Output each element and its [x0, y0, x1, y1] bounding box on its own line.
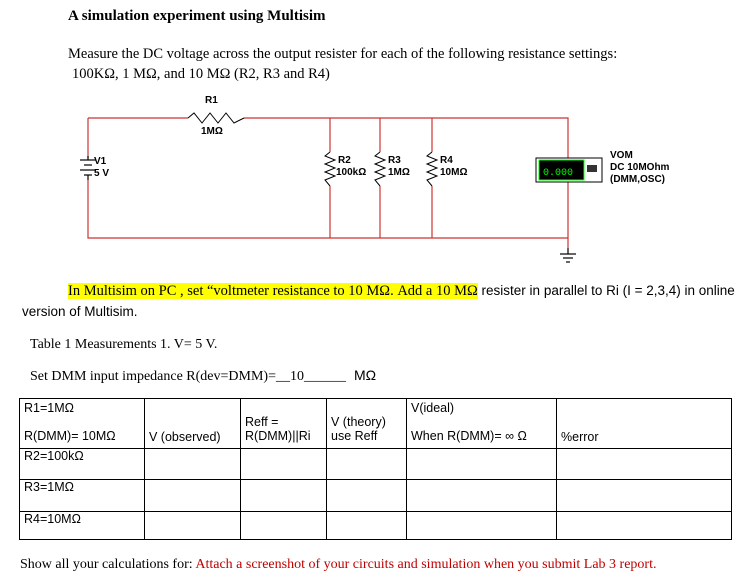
- header-observed: V (observed): [149, 430, 221, 444]
- cell-error-r3[interactable]: [557, 480, 732, 512]
- set-dmm-blank-pre: __: [275, 369, 290, 384]
- table-row: [20, 480, 732, 512]
- r3-value: 1MΩ: [388, 167, 410, 178]
- cell-ideal-r4[interactable]: [407, 512, 557, 540]
- r1-name: R1: [205, 95, 218, 106]
- cell-reff-r4[interactable]: [241, 512, 327, 540]
- r4-name: R4: [440, 155, 453, 166]
- page-title: A simulation experiment using Multisim: [68, 8, 326, 24]
- r1-resistor-icon: [188, 113, 244, 123]
- cell-error-r4[interactable]: [557, 512, 732, 540]
- cell-reff-r2[interactable]: [241, 449, 327, 480]
- row-label-r4: R4=10MΩ: [20, 512, 145, 540]
- set-dmm-value: 10: [289, 369, 304, 384]
- header-reff-cell: [241, 399, 327, 449]
- instruction-line-2: 100KΩ, 1 MΩ, and 10 MΩ (R2, R3 and R4): [72, 66, 330, 82]
- instruction-line-1: Measure the DC voltage across the output resister for each of the following resistance settings:: [68, 46, 618, 62]
- cell-theory-r3[interactable]: [327, 480, 407, 512]
- footer-note: [20, 557, 656, 573]
- cell-reff-r3[interactable]: [241, 480, 327, 512]
- meter-label-line2: DC 10MOhm: [610, 162, 670, 173]
- table-row: [20, 512, 732, 540]
- footer-prefix: Show all your calculations for:: [20, 557, 196, 572]
- header-reff-1: Reff =: [245, 415, 279, 429]
- set-dmm-line: [30, 367, 376, 385]
- header-observed-cell: [145, 399, 241, 449]
- note-text-2: resister in parallel to Ri (I = 2,3,4) in online: [477, 283, 735, 298]
- r2-resistor-icon: [325, 152, 335, 186]
- multisim-note: [68, 283, 735, 300]
- cell-observed-r3[interactable]: [145, 480, 241, 512]
- footer-highlight: Attach a screenshot of your circuits and simulation when you submit Lab 3 report.: [195, 557, 657, 572]
- header-ideal-1: V(ideal): [411, 401, 455, 415]
- measurement-table: [19, 398, 732, 540]
- r2-name: R2: [338, 155, 351, 166]
- header-ideal-cell: [407, 399, 557, 449]
- cell-theory-r4[interactable]: [327, 512, 407, 540]
- meter-dial-icon: [587, 165, 597, 172]
- circuit-schematic: [0, 0, 755, 280]
- cell-error-r2[interactable]: [557, 449, 732, 480]
- header-ideal-2: When R(DMM)= ∞ Ω: [411, 429, 527, 443]
- meter-label-line3: (DMM,OSC): [610, 174, 665, 185]
- note-line-2: version of Multisim.: [22, 304, 138, 319]
- v1-name: V1: [94, 156, 107, 167]
- meter-reading: 0.000: [543, 168, 574, 179]
- v1-value: 5 V: [94, 168, 110, 179]
- header-r1: R1=1MΩ: [24, 401, 74, 415]
- r2-value: 100kΩ: [336, 167, 367, 178]
- set-dmm-unit: MΩ: [353, 367, 377, 383]
- header-theory-cell: [327, 399, 407, 449]
- header-theory-2: use Reff: [331, 429, 378, 443]
- meter-label-line1: VOM: [610, 150, 633, 161]
- r4-value: 10MΩ: [440, 167, 468, 178]
- cell-ideal-r2[interactable]: [407, 449, 557, 480]
- table-caption: Table 1 Measurements 1. V= 5 V.: [30, 337, 218, 352]
- header-error-cell: [557, 399, 732, 449]
- set-dmm-prefix: Set DMM input impedance R(dev=DMM)=: [30, 369, 276, 384]
- header-left-cell: [20, 399, 145, 449]
- row-label-r2: R2=100kΩ: [20, 449, 145, 480]
- table-header-row: [20, 399, 732, 449]
- note-highlight-1: In Multisim on PC , set “voltmeter resistance to 10 MΩ. Add a 10 MΩ: [68, 283, 478, 299]
- cell-ideal-r3[interactable]: [407, 480, 557, 512]
- cell-theory-r2[interactable]: [327, 449, 407, 480]
- r4-resistor-icon: [427, 152, 437, 186]
- ground-icon: [560, 248, 576, 262]
- set-dmm-blank-post: ______: [303, 369, 346, 384]
- header-error: %error: [561, 430, 599, 444]
- table-row: [20, 449, 732, 480]
- row-label-r3: R3=1MΩ: [20, 480, 145, 512]
- r3-name: R3: [388, 155, 401, 166]
- header-theory-1: V (theory): [331, 415, 386, 429]
- header-reff-2: R(DMM)||Ri: [245, 429, 311, 443]
- cell-observed-r2[interactable]: [145, 449, 241, 480]
- r1-value: 1MΩ: [201, 126, 223, 137]
- r3-resistor-icon: [375, 152, 385, 186]
- cell-observed-r4[interactable]: [145, 512, 241, 540]
- header-rdmm: R(DMM)= 10MΩ: [24, 429, 116, 443]
